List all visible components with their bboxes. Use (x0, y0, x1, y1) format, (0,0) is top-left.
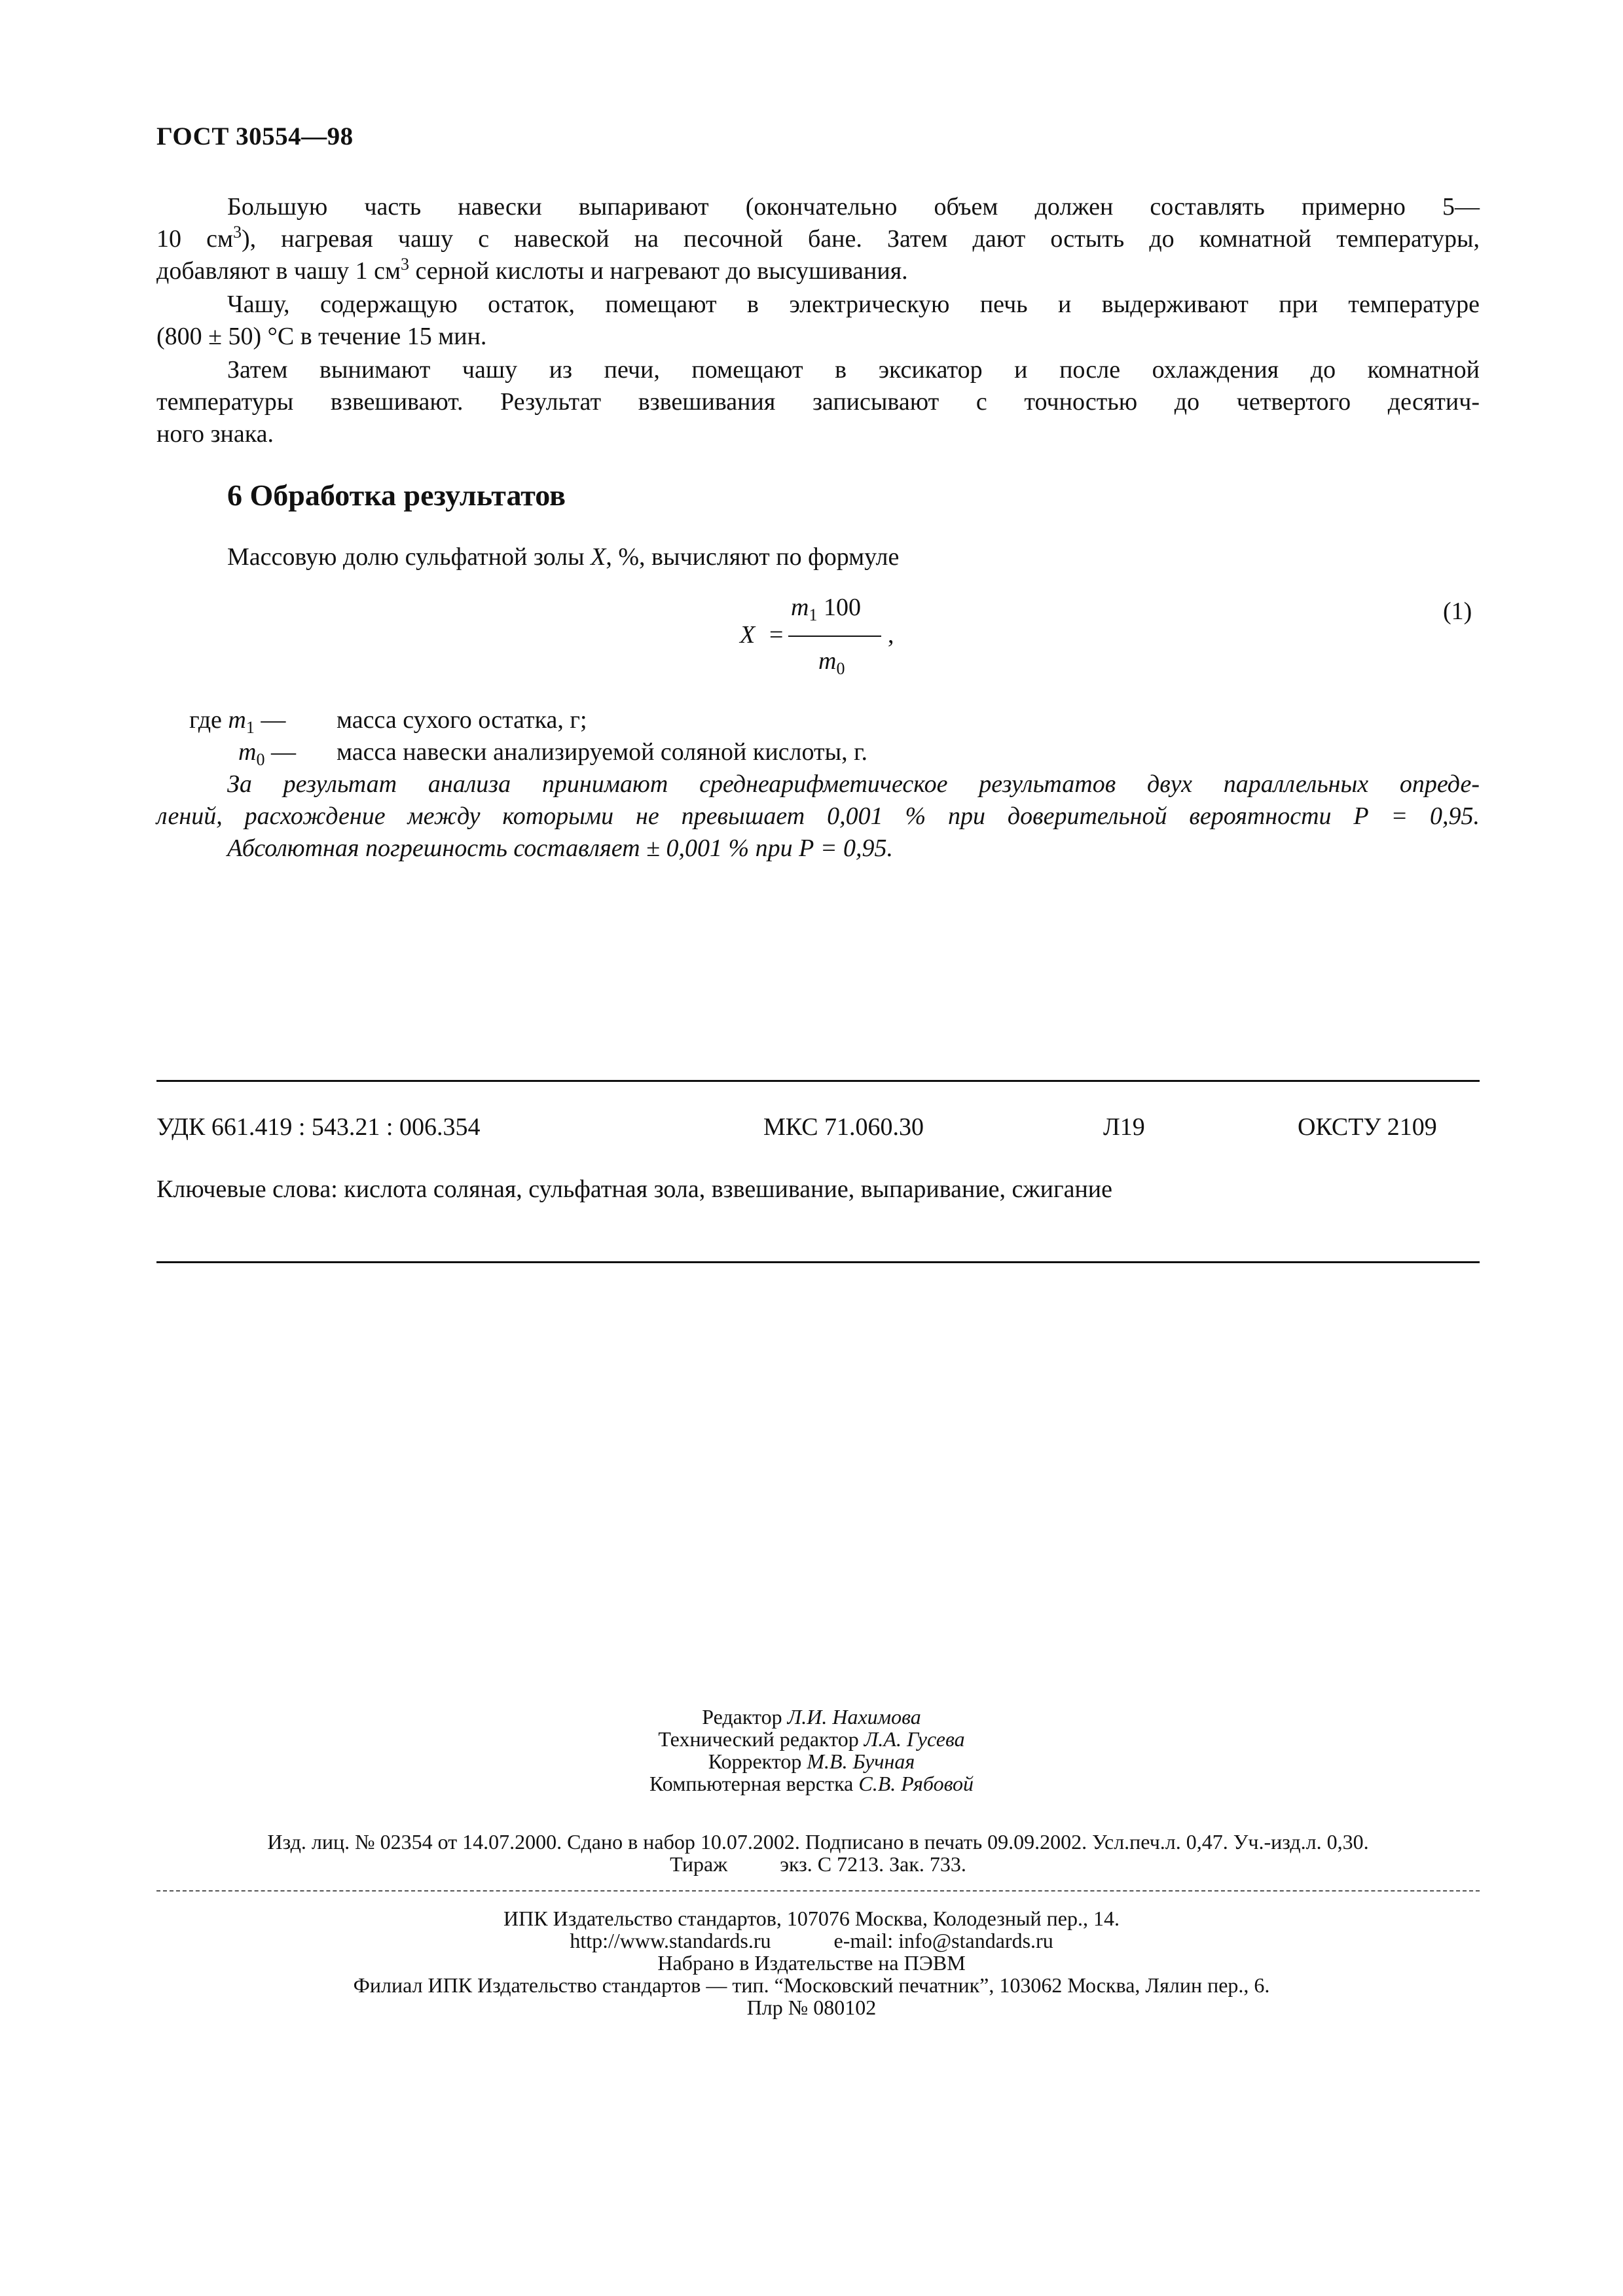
credit-role: Технический редактор (658, 1727, 864, 1751)
superscript: 3 (233, 223, 242, 242)
formula (740, 593, 910, 678)
credit-name: Л.И. Нахимова (787, 1705, 921, 1729)
section-heading: 6 Обработка результатов (227, 478, 566, 512)
formula-denominator (818, 647, 845, 678)
top-rule (156, 1080, 1480, 1082)
variable: m (791, 594, 809, 621)
subscript: 1 (809, 605, 818, 624)
dash: — (254, 706, 286, 734)
imprint (156, 1831, 1480, 1875)
bottom-rule (156, 1261, 1480, 1263)
definition-row (189, 704, 285, 736)
udk-code: УДК 661.419 : 543.21 : 006.354 (156, 1113, 481, 1141)
text-fragment: ), нагревая чашу с навеской на песочной бане. Затем дают остыть до комнатной температуры, (242, 225, 1480, 253)
standard-number: ГОСТ 30554—98 (156, 122, 354, 151)
credit-role: Компьютерная верстка (649, 1772, 859, 1795)
credit-tech-editor (0, 1728, 1623, 1750)
publisher-line: Филиал ИПК Издательство стандартов — тип. “Московский печатник”, 103062 Москва, Лялин пер., 6. (353, 1973, 1270, 1997)
fraction-bar (788, 636, 881, 637)
publisher-line: http://www.standards.ru e-mail: info@standards.ru (570, 1929, 1053, 1952)
definition-text: масса навески анализируемой соляной кислоты, г. (337, 738, 867, 766)
formula-equals: = (769, 621, 784, 649)
constant: 100 (817, 594, 861, 621)
paragraph-line: Абсолютная погрешность составляет ± 0,001 % при Р = 0,95. (227, 834, 893, 862)
subscript: 1 (246, 718, 255, 737)
credit-name: С.В. Рябовой (858, 1772, 974, 1795)
paragraph-line: Чашу, содержащую остаток, помещают в электрическую печь и выдерживают при температуре (227, 291, 1480, 318)
credits (0, 1706, 1623, 1795)
formula-intro (227, 541, 899, 573)
credit-editor (0, 1706, 1623, 1728)
credit-name: М.В. Бучная (807, 1749, 915, 1773)
imprint-line: Тираж экз. С 7213. Зак. 733. (670, 1852, 966, 1876)
superscript: 3 (401, 255, 410, 274)
paragraph-weighing (156, 354, 1480, 450)
text-fragment: серной кислоты и нагревают до высушивания. (409, 257, 908, 285)
publisher-line: Плр № 080102 (746, 1996, 877, 2019)
result-note (156, 768, 1480, 865)
paragraph-line: За результат анализа принимают среднеарифметическое результатов двух параллельных опреде- (227, 770, 1480, 798)
paragraph-evaporation (156, 191, 1480, 287)
definition-row (238, 736, 296, 768)
paragraph-line: Большую часть навески выпаривают (окончательно объем должен составлять примерно 5— (227, 193, 1480, 221)
equation-number: (1) (1443, 598, 1472, 625)
publisher-info (0, 1907, 1623, 2018)
subscript: 0 (256, 750, 265, 769)
okstu-code: ОКСТУ 2109 (1298, 1113, 1437, 1141)
publisher-line: ИПК Издательство стандартов, 107076 Москва, Колодезный пер., 14. (503, 1907, 1120, 1930)
dash: — (264, 738, 296, 766)
l-code: Л19 (1103, 1113, 1145, 1141)
variable: m (818, 647, 837, 675)
text-fragment: 10 см (156, 225, 234, 253)
formula-comma: , (888, 621, 894, 649)
paragraph-line: (800 ± 50) °С в течение 15 мин. (156, 323, 487, 350)
paragraph-line: лений, расхождение между которыми не превышает 0,001 % при доверительной вероятности Р = 0,95. (156, 802, 1480, 830)
publisher-line: Набрано в Издательстве на ПЭВМ (657, 1951, 966, 1975)
subscript: 0 (836, 659, 845, 678)
where-word: где (189, 706, 228, 734)
paragraph-line: температуры взвешивают. Результат взвешивания записывают с точностью до четвертого десятич- (156, 388, 1480, 416)
paragraph-line: ного знака. (156, 420, 274, 448)
imprint-line: Изд. лиц. № 02354 от 14.07.2000. Сдано в набор 10.07.2002. Подписано в печать 09.09.2002. Усл.печ.л. 0,47. Уч.-изд.л. 0,30. (267, 1830, 1369, 1854)
formula-lhs: X (740, 621, 756, 649)
mks-code: МКС 71.060.30 (763, 1113, 924, 1141)
credit-proofreader (0, 1750, 1623, 1772)
text-fragment: Массовую долю сульфатной золы (227, 543, 591, 571)
credit-role: Корректор (708, 1749, 807, 1773)
credit-role: Редактор (702, 1705, 788, 1729)
dashed-separator (156, 1890, 1480, 1892)
text-fragment: добавляют в чашу 1 см (156, 257, 401, 285)
formula-numerator (791, 593, 861, 622)
credit-layout (0, 1772, 1623, 1795)
keywords: Ключевые слова: кислота соляная, сульфатная зола, взвешивание, выпаривание, сжигание (156, 1175, 1112, 1203)
variable: X (591, 543, 606, 571)
text-fragment: , %, вычисляют по формуле (606, 543, 900, 571)
variable: m (228, 706, 246, 734)
variable: m (238, 738, 257, 766)
definition-text: масса сухого остатка, г; (337, 706, 587, 734)
credit-name: Л.А. Гусева (864, 1727, 965, 1751)
paragraph-line: Затем вынимают чашу из печи, помещают в эксикатор и после охлаждения до комнатной (227, 356, 1480, 384)
paragraph-furnace (156, 289, 1480, 353)
